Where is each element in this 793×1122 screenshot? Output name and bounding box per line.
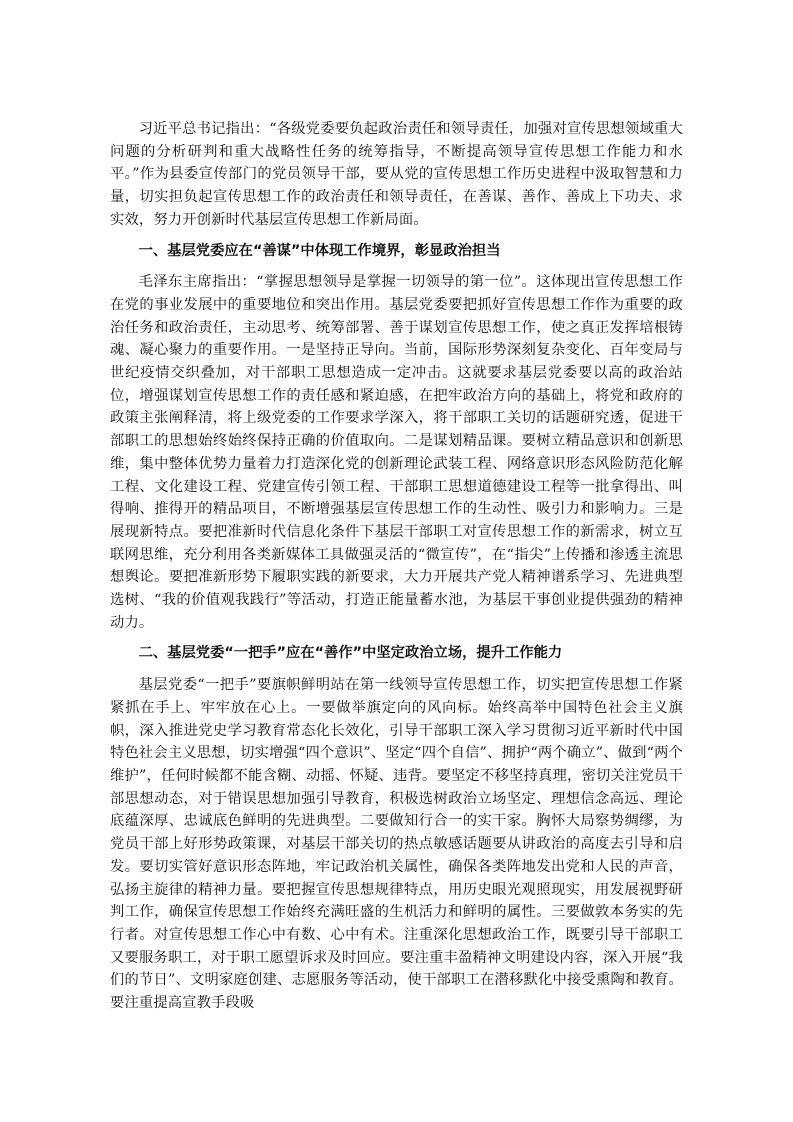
- document-page: [110, 118, 683, 1015]
- section-2-heading: 二、基层党委“一把手”应在“善作”中坚定政治立场，提升工作能力: [138, 645, 563, 662]
- intro-paragraph: 习近平总书记指出：“各级党委要负起政治责任和领导责任，加强对宣传思想领域重大问题的分析研判和重大战略性任务的统筹指导，不断提高领导宣传思想工作能力和水平。”作为县委宣传部门的党员领导干部，要从党的宣传思想工作历史进程中汲取智慧和力量，切实担负起宣传思想工作的政治责任和领导责任，在善谋、善作、善成上下功夫、求实效，努力开创新时代基层宣传思想工作新局面。: [110, 121, 683, 228]
- section-1-heading: 一、基层党委应在“善谋”中体现工作境界，彰显政治担当: [138, 242, 501, 259]
- section-2-body: 基层党委“一把手”要旗帜鲜明站在第一线领导宣传思想工作，切实把宣传思想工作紧紧抓在手上、牢牢放在心上。一要做举旗定向的风向标。始终高举中国特色社会主义旗帜，深入推进党史学习教育常态化长效化，引导干部职工深入学习贯彻习近平新时代中国特色社会主义思想，切实增强“四个意识”、坚定“四个自信”、拥护“两个确立”、做到“两个维护”，任何时候都不能含糊、动摇、怀疑、违背。要坚定不移坚持真理，密切关注党员干部思想动态，对于错误思想加强引导教育，积极选树政治立场坚定、理想信念高远、理论底蕴深厚、忠诚底色鲜明的先进典型。二要做知行合一的实干家。胸怀大局察势绸缪，为党员干部上好形势政策课，对基层干部关切的热点敏感话题要从讲政治的高度去引导和启发。要切实管好意识形态阵地，牢记政治机关属性，确保各类阵地发出党和人民的声音，弘扬主旋律的精神力量。要把握宣传思想规律特点，用历史眼光观照现实，用发展视野研判工作，确保宣传思想工作始终充满旺盛的生机活力和鲜明的属性。三要做敦本务实的先行者。对宣传思想工作心中有数、心中有术。注重深化思想政治工作，既要引导干部职工又要服务职工，对于职工愿望诉求及时回应。要注重丰盈精神文明建设内容，深入开展“我们的节日”、文明家庭创建、志愿服务等活动，使干部职工在潜移默化中接受熏陶和教育。要注重提高宣教手段吸: [110, 677, 683, 1012]
- section-1-body: 毛泽东主席指出：“掌握思想领导是掌握一切领导的第一位”。这体现出宣传思想工作在党的事业发展中的重要地位和突出作用。基层党委要把抓好宣传思想工作作为重要的政治任务和政治责任，主动思考、统筹部署、善于谋划宣传思想工作，使之真正发挥培根铸魂、凝心聚力的重要作用。一是坚持正导向。当前，国际形势深刻复杂变化、百年变局与世纪疫情交织叠加，对干部职工思想造成一定冲击。这就要求基层党委要以高的政治站位，增强谋划宣传思想工作的责任感和紧迫感，在把牢政治方向的基础上，将党和政府的政策主张阐释清，将上级党委的工作要求学深入，将干部职工关切的话题研究透，促进干部职工的思想始终始终保持正确的价值取向。二是谋划精品课。要树立精品意识和创新思维，集中整体优势力量着力打造深化党的创新理论武装工程、网络意识形态风险防范化解工程、文化建设工程、党建宣传引领工程、干部职工思想道德建设工程等一批拿得出、叫得响、推得开的精品项目，不断增强基层宣传思想工作的生动性、吸引力和影响力。三是展现新特点。要把准新时代信息化条件下基层干部职工对宣传思想工作的新需求，树立互联网思维，充分利用各类新媒体工具做强灵活的“微宣传”，在“指尖”上传播和渗透主流思想舆论。要把准新形势下履职实践的新要求，大力开展共产党人精神谱系学习、先进典型选树、“我的价值观我践行”等活动，打造正能量蓄水池，为基层干事创业提供强劲的精神动力。: [110, 274, 683, 631]
